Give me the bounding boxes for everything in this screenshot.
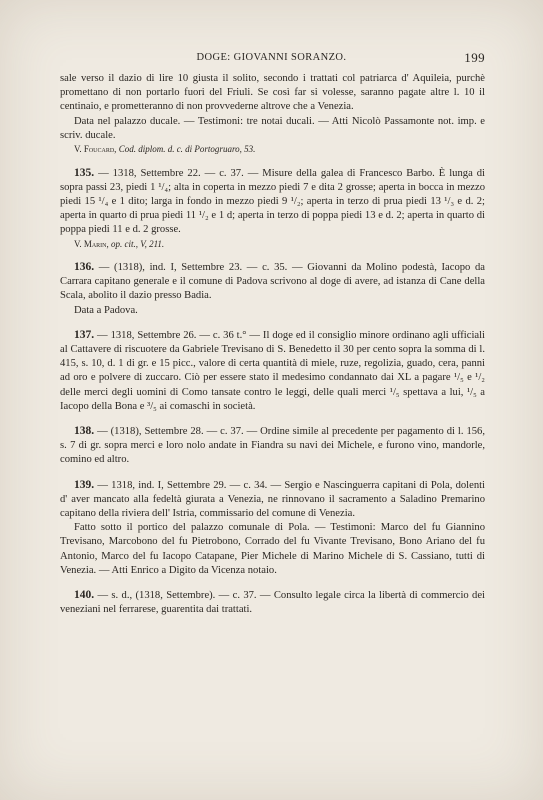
source-author: Marin,: [83, 238, 109, 249]
source-v: V.: [74, 238, 82, 249]
source-author: Foucard,: [83, 144, 117, 155]
entry-number: 135.: [74, 166, 95, 179]
entry-number: 138.: [74, 425, 95, 438]
entry-text: — 1318, Settembre 26. — c. 36 t.° — Il doge ed il consiglio minore ordinano agli ufficiali al Cattavere di riscuotere da Gabriele Trevisano di S. Benedetto il 30 per cento sopra la somma di l. 415, s. 10, d. 1 di gr. e 15 picc., valore di certa quantità di miele, ruze, regolizia, guado, cera, panni ad oro e polvere di zuccaro. Ciò per essere stato il medesimo condannato dai XL a pagare ¹/₅ e ¹/₂ delle merci degli uomini di Como tansate contro le leggi, delle quali merci ¹/₅ spettava a lui, ¹/₅ a Iacopo della Bona e ³/₅ ai comaschi in società.: [60, 329, 485, 412]
continuation-paragraph: sale verso il dazio di lire 10 giusta il solito, secondo i trattati col patriarca d' Aquileia, purchè promettano di non portarlo fuori del Friuli. Se così far si volesse, saranno pagate altre l. 10 il centinaio, e prometteranno di non provvederne altrove che a Venezia.: [60, 73, 485, 113]
entry-139: [60, 478, 485, 578]
entry-text: — 1318, ind. I, Settembre 29. — c. 34. — Sergio e Nascinguerra capitani di Pola, dolenti d' aver mancato alla fedeltà giurata a Venezia, ne rinnovano il sacramento a Saladino Premarino capitano della riviera dell' Istria, commissario del comune di Venezia.: [60, 479, 486, 520]
entry-140: [60, 588, 485, 617]
page-number: 199: [464, 50, 485, 65]
entry-number: 139.: [74, 478, 95, 491]
entry-text: — (1318), Settembre 28. — c. 37. — Ordine simile al precedente per pagamento di l. 156, s. 7 di gr. sopra merci e loro nolo andate in Fiandra su navi dei Michele, e furono vino, mandorle, comino ed altro.: [60, 426, 485, 466]
source-text: op. cit., V, 211.: [111, 238, 165, 249]
page-body: [60, 72, 485, 618]
entry-number: 136.: [74, 261, 95, 274]
source-text: Cod. diplom. d. c. di Portogruaro, 53.: [118, 144, 256, 155]
dating-paragraph: Data nel palazzo ducale. — Testimoni: tre notai ducali. — Atti Nicolò Passamonte not. imp. e scriv. ducale.: [60, 115, 485, 141]
entry-text: — (1318), ind. I, Settembre 23. — c. 35. — Giovanni da Molino podestà, Iacopo da Carrara capitano generale e il comune di Padova scrivono al doge di avere, ad istanza di Cane della Scala, abolito il dazio presso Badia.: [60, 262, 485, 302]
entry-extra: Data a Padova.: [74, 304, 138, 316]
entry-138: [60, 424, 485, 468]
entry-number: 137.: [74, 328, 95, 341]
entry-extra: Fatto sotto il portico del palazzo comunale di Pola. — Testimoni: Marco del fu Giannino Trevisano, Marcobono del fu Pietrobono, Corrado del fu Vivante Trevisano, Bono Ariano del fu Antonio, Marco del fu Iacopo Catapane, Pier Michele di Marino Michele di S. Cassiano, tutti di Venezia. — Atti Enrico a Digito da Vicenza notaio.: [60, 522, 485, 576]
running-title: DOGE: GIOVANNI SORANZO.: [196, 52, 347, 63]
source-note: [60, 143, 485, 156]
entry-136: [60, 260, 485, 318]
entry-number: 140.: [74, 589, 95, 602]
entry-text: — s. d., (1318, Settembre). — c. 37. — Consulto legale circa la libertà di commercio dei veneziani nel ferrarese, guarentita dai trattati.: [60, 590, 485, 616]
entry-text: — 1318, Settembre 22. — c. 37. — Misure della galea di Francesco Barbo. È lunga di sopra passi 23, piedi 1 ¹/₄; alta in coperta in mezzo piedi 7 e dita 2 grosse; aperta in bocca in mezzo piedi 15 ¹/₄ e 1 dito; larga in fondo in mezzo piedi 9 ¹/₂; aperta in terzo di prua piedi 13 ¹/₃ e d. 2; aperta in quarto di prua piedi 11 ¹/₂ e 1 d; aperta in terzo di poppa piedi 13 e d. 2; aperta in quarto di poppa piedi 11 e d. 2 grosse.: [60, 167, 485, 236]
source-v: V.: [74, 144, 82, 155]
running-header: [58, 50, 485, 68]
entry-135: [60, 166, 485, 251]
source-note: [60, 238, 485, 251]
entry-137: [60, 328, 485, 414]
